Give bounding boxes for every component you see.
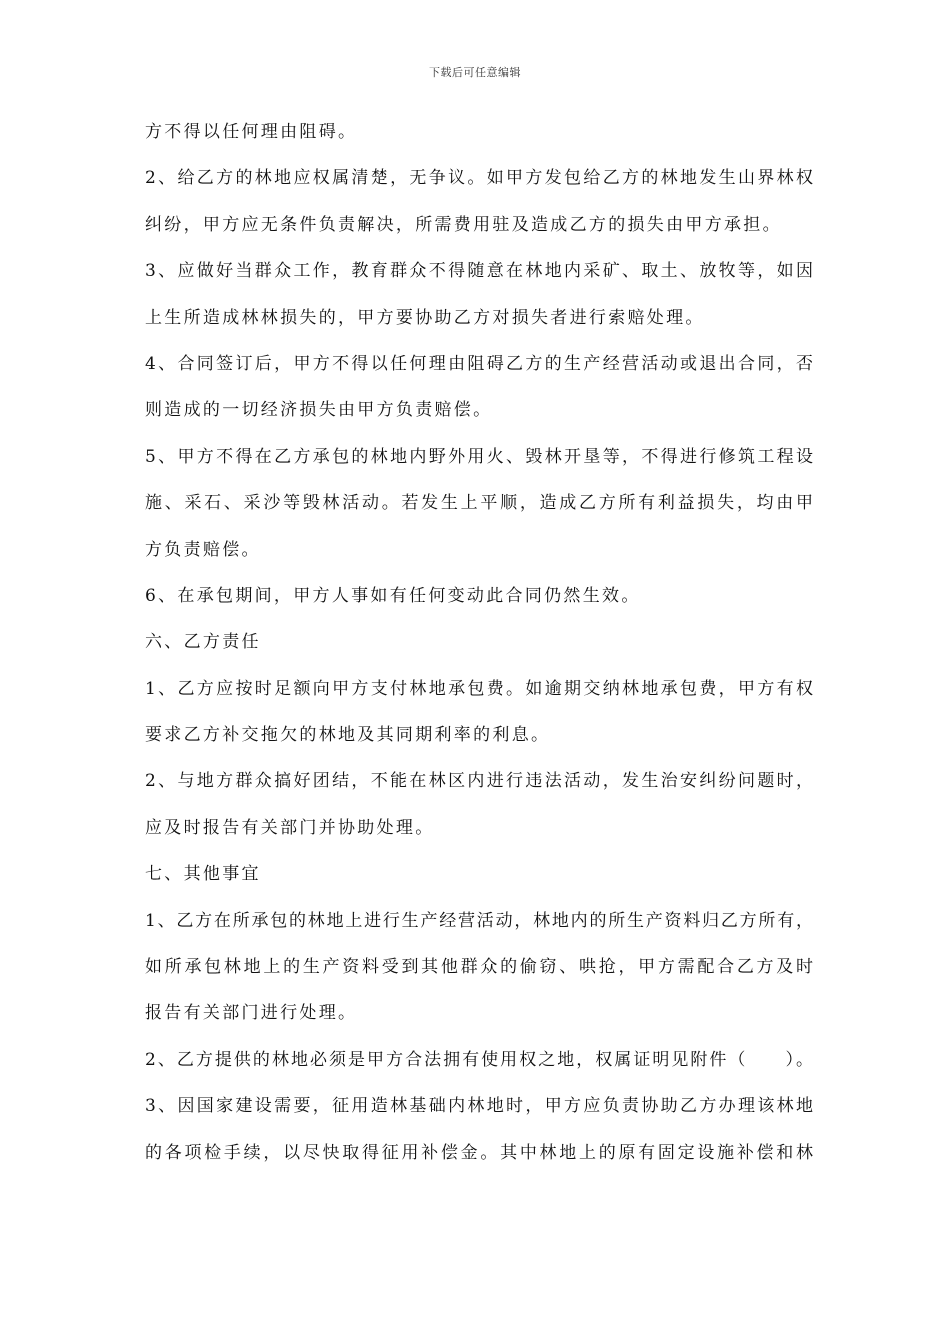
paragraph-line: 要求乙方补交拖欠的林地及其同期利率的利息。	[145, 725, 551, 746]
paragraph-line: 方不得以任何理由阻碍。	[145, 122, 358, 142]
paragraph-line: 应及时报告有关部门并协助处理。	[145, 817, 435, 838]
paragraph-line: 上生所造成林林损失的，甲方要协助乙方对损失者进行索赔处理。	[145, 307, 705, 328]
paragraph-line: 报告有关部门进行处理。	[145, 1003, 358, 1024]
paragraph-line: 3、应做好当群众工作，教育群众不得随意在林地内采矿、取土、放牧等，如因	[145, 261, 813, 282]
paragraph-line: 5、甲方不得在乙方承包的林地内野外用火、毁林开垦等，不得进行修筑工程设	[145, 446, 813, 467]
page-header: 下载后可任意编辑	[429, 66, 521, 79]
paragraph-line: 4、合同签订后，甲方不得以任何理由阻碍乙方的生产经营活动或退出合同，否	[145, 353, 813, 374]
section-heading: 七、其他事宜	[145, 864, 261, 885]
paragraph-line: 1、乙方应按时足额向甲方支付林地承包费。如逾期交纳林地承包费，甲方有权	[145, 678, 813, 699]
paragraph-line: 3、因国家建设需要，征用造林基础内林地时，甲方应负责协助乙方办理该林地	[145, 1096, 813, 1117]
paragraph-line: 则造成的一切经济损失由甲方负责赔偿。	[145, 400, 493, 421]
paragraph-line: 方负责赔偿。	[145, 539, 261, 560]
paragraph-line: 如所承包林地上的生产资料受到其他群众的偷窃、哄抢，甲方需配合乙方及时	[145, 957, 813, 978]
paragraph-line: 纠纷，甲方应无条件负责解决，所需费用驻及造成乙方的损失由甲方承担。	[145, 214, 782, 235]
paragraph-line: 施、采石、采沙等毁林活动。若发生上平顺，造成乙方所有利益损失，均由甲	[145, 493, 813, 514]
paragraph-line: 6、在承包期间，甲方人事如有任何变动此合同仍然生效。	[145, 585, 641, 606]
document-body	[145, 117, 813, 1184]
paragraph-line: 2、给乙方的林地应权属清楚，无争议。如甲方发包给乙方的林地发生山界林权	[145, 168, 813, 189]
paragraph-line: 2、乙方提供的林地必须是甲方合法拥有使用权之地，权属证明见附件（ ）。	[145, 1049, 813, 1070]
paragraph-line: 的各项检手续，以尽快取得征用补偿金。其中林地上的原有固定设施补偿和林	[145, 1142, 813, 1163]
paragraph-line: 2、与地方群众搞好团结，不能在林区内进行违法活动，发生治安纠纷问题时，	[145, 771, 813, 792]
section-heading: 六、乙方责任	[145, 632, 261, 653]
paragraph-line: 1、乙方在所承包的林地上进行生产经营活动，林地内的所生产资料归乙方所有，	[145, 910, 813, 931]
